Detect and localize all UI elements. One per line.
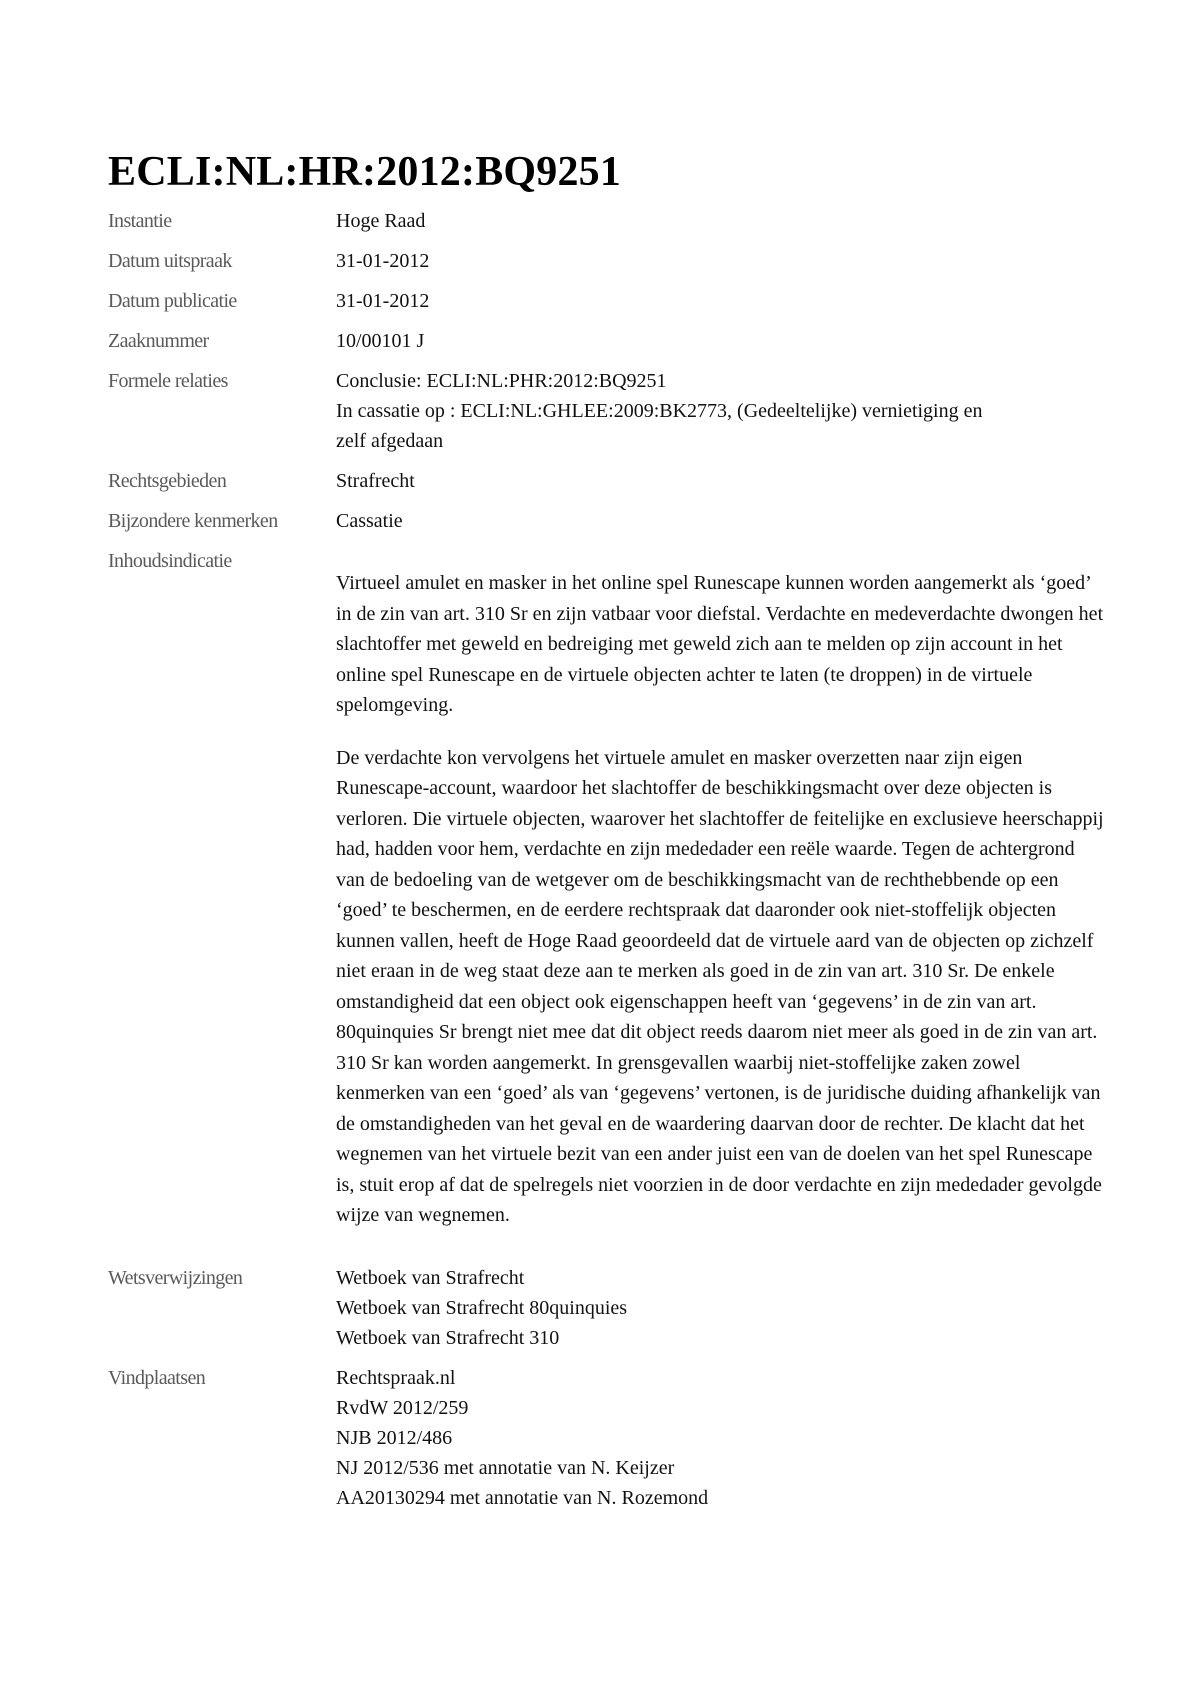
- field-vindplaatsen: [108, 1363, 1108, 1513]
- field-instantie: [108, 206, 1108, 236]
- field-zaaknummer: [108, 326, 1108, 356]
- field-value: 31-01-2012: [336, 250, 430, 272]
- field-bijzondere-kenmerken: [108, 506, 1108, 536]
- law-reference-link[interactable]: Wetboek van Strafrecht: [336, 1266, 525, 1289]
- field-label: Instantie: [108, 210, 172, 232]
- source-item: Rechtspraak.nl: [336, 1366, 456, 1389]
- field-value: [336, 1363, 1108, 1513]
- field-value: 10/00101 J: [336, 330, 425, 352]
- field-label: Zaaknummer: [108, 330, 209, 352]
- summary-paragraph: Virtueel amulet en masker in het online spel Runescape kunnen worden aangemerkt als ‘goed’ in de zin van art. 310 Sr en zijn vatbaar voor diefstal. Verdachte en medeverdachte dwongen het slachtoffer met geweld en bedreiging met geweld zich aan te melden op zijn account in het online spel Runescape en de virtuele objecten achter te laten (te droppen) in de virtuele spelomgeving.: [336, 572, 1104, 716]
- summary-paragraph: De verdachte kon vervolgens het virtuele amulet en masker overzetten naar zijn eigen Runescape-account, waardoor het slachtoffer de beschikkingsmacht over deze objecten is verloren. Die virtuele objecten, waarover het slachtoffer de feitelijke en exclusieve heerschappij had, hadden voor hem, verdachte en zijn mededader een reële waarde. Tegen de achtergrond van de bedoeling van de wetgever om de beschikkingsmacht van de rechthebbende op een ‘goed’ te beschermen, en de eerdere rechtspraak dat daaronder ook niet-stoffelijk objecten kunnen vallen, heeft de Hoge Raad geoordeeld dat de virtuele aard van de objecten op zichzelf niet eraan in de weg staat deze aan te merken als goed in de zin van art. 310 Sr. De enkele omstandigheid dat een object ook eigenschappen heeft van ‘gegevens’ in de zin van art. 80quinquies Sr brengt niet mee dat dit object reeds daarom niet meer als goed in de zin van art. 310 Sr kan worden aangemerkt. In grensgevallen waarbij niet-stoffelijke zaken zowel kenmerken van een ‘goed’ als van ‘gegevens’ vertonen, is de juridische duiding afhankelijk van de omstandigheden van het geval en de waardering daarvan door de rechter. De klacht dat het wegnemen van het virtuele bezit van een ander juist een van de doelen van het spel Runescape is, stuit erop af dat de spelregels niet voorzien in de door verdachte en zijn mededader gevolgde wijze van wegnemen.: [336, 746, 1104, 1226]
- field-label: Wetsverwijzingen: [108, 1266, 243, 1289]
- field-label: Inhoudsindicatie: [108, 550, 232, 572]
- relation-cassatie-link[interactable]: In cassatie op : ECLI:NL:GHLEE:2009:BK2773, (Gedeeltelijke) vernietiging en: [336, 400, 983, 422]
- field-label: Vindplaatsen: [108, 1366, 206, 1389]
- field-value: Cassatie: [336, 510, 403, 532]
- summary-text: [336, 546, 1108, 1253]
- relation-conclusie-link[interactable]: Conclusie: ECLI:NL:PHR:2012:BQ9251: [336, 370, 667, 392]
- field-label: Datum publicatie: [108, 290, 237, 312]
- field-formele-relaties: [108, 366, 1108, 456]
- relation-cassatie-continued: zelf afgedaan: [336, 430, 444, 452]
- field-label: Datum uitspraak: [108, 250, 232, 272]
- law-reference-link[interactable]: Wetboek van Strafrecht 310: [336, 1326, 560, 1349]
- field-value: 31-01-2012: [336, 290, 430, 312]
- document-page: [108, 146, 1108, 1523]
- field-label: Formele relaties: [108, 370, 228, 392]
- page-title: ECLI:NL:HR:2012:BQ9251: [108, 149, 622, 195]
- source-item: NJ 2012/536 met annotatie van N. Keijzer: [336, 1456, 675, 1479]
- field-label: Bijzondere kenmerken: [108, 510, 278, 532]
- source-item: RvdW 2012/259: [336, 1396, 469, 1419]
- field-label: Rechtsgebieden: [108, 470, 227, 492]
- source-item: AA20130294 met annotatie van N. Rozemond: [336, 1486, 709, 1509]
- field-value: [336, 366, 1108, 456]
- field-value: Strafrecht: [336, 470, 415, 492]
- field-value: Hoge Raad: [336, 210, 426, 232]
- source-item: NJB 2012/486: [336, 1426, 453, 1449]
- field-wetsverwijzingen: [108, 1263, 1108, 1353]
- field-datum-publicatie: [108, 286, 1108, 316]
- field-datum-uitspraak: [108, 246, 1108, 276]
- field-rechtsgebieden: [108, 466, 1108, 496]
- law-reference-link[interactable]: Wetboek van Strafrecht 80quinquies: [336, 1296, 628, 1319]
- field-inhoudsindicatie: [108, 546, 1108, 1253]
- field-value: [336, 1263, 1108, 1353]
